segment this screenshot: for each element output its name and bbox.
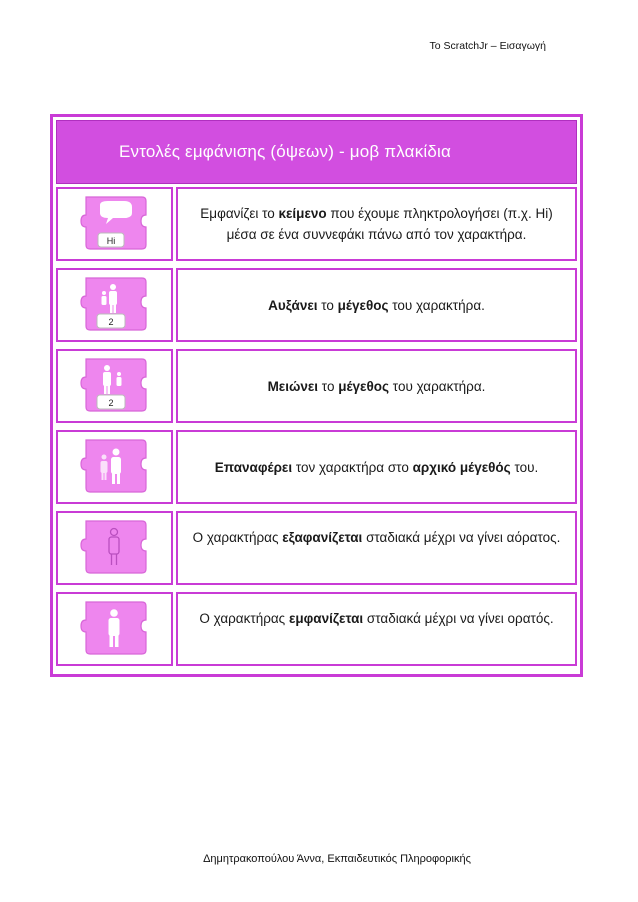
page-header: Το ScratchJr – Εισαγωγή bbox=[429, 40, 546, 52]
table-title: Εντολές εμφάνισης (όψεων) - μοβ πλακίδια bbox=[56, 120, 577, 184]
bold-text-segment: αρχικό μέγεθός bbox=[412, 459, 511, 475]
bold-text-segment: κείμενο bbox=[278, 206, 327, 221]
row-description bbox=[176, 349, 577, 423]
description-text bbox=[268, 376, 486, 397]
row-description bbox=[176, 268, 577, 342]
bold-text-segment: εξαφανίζεται bbox=[282, 530, 363, 545]
block-badge-text: 2 bbox=[107, 317, 114, 327]
table-row-say bbox=[56, 187, 577, 261]
shrink-block-icon bbox=[80, 353, 150, 419]
text-segment: Εμφανίζει το bbox=[200, 206, 279, 221]
page-footer: Δημητρακοπούλου Άννα, Εκπαιδευτικός Πληροφορικής bbox=[203, 853, 471, 865]
row-description bbox=[176, 187, 577, 261]
table-row-grow bbox=[56, 268, 577, 342]
description-text bbox=[215, 457, 538, 478]
description-text bbox=[199, 608, 553, 629]
text-segment: το bbox=[317, 297, 338, 313]
text-segment: Ο χαρακτήρας bbox=[192, 530, 283, 545]
text-segment: τον χαρακτήρα στο bbox=[292, 459, 413, 475]
text-segment: σταδιακά μέχρι να γίνει αόρατος. bbox=[362, 530, 561, 545]
bold-text-segment: Αυξάνει bbox=[268, 297, 318, 313]
bold-text-segment: μέγεθος bbox=[338, 378, 390, 394]
bold-text-segment: μέγεθος bbox=[337, 297, 389, 313]
looks-blocks-table bbox=[50, 114, 583, 677]
bold-text-segment: εμφανίζεται bbox=[288, 611, 364, 626]
table-row-show bbox=[56, 592, 577, 666]
text-segment: που έχουμε πληκτρολογήσει (π.χ. Hi) μέσα σε ένα συννεφάκι πάνω από τον χαρακτήρα. bbox=[226, 206, 553, 242]
row-description bbox=[176, 511, 577, 585]
table-row-shrink bbox=[56, 349, 577, 423]
text-segment: σταδιακά μέχρι να γίνει ορατός. bbox=[363, 611, 554, 626]
description-text bbox=[268, 295, 485, 316]
text-segment: του χαρακτήρα. bbox=[388, 297, 485, 313]
grow-block-icon bbox=[80, 272, 150, 338]
text-segment: του χαρακτήρα. bbox=[389, 378, 486, 394]
table-row-reset-size bbox=[56, 430, 577, 504]
bold-text-segment: Επαναφέρει bbox=[214, 459, 293, 475]
table-row-hide bbox=[56, 511, 577, 585]
reset-size-block-icon bbox=[80, 434, 150, 500]
bold-text-segment: Μειώνει bbox=[267, 378, 319, 394]
row-description bbox=[176, 430, 577, 504]
text-segment: το bbox=[318, 378, 339, 394]
description-text bbox=[184, 203, 569, 245]
row-description bbox=[176, 592, 577, 666]
text-segment: του. bbox=[510, 459, 539, 475]
text-segment: Ο χαρακτήρας bbox=[199, 611, 289, 626]
description-text bbox=[193, 527, 561, 548]
say-block-icon bbox=[80, 191, 150, 257]
show-block-icon bbox=[80, 596, 150, 662]
block-badge-text: 2 bbox=[107, 398, 114, 408]
hide-block-icon bbox=[80, 515, 150, 581]
block-badge-text: Hi bbox=[106, 236, 115, 246]
